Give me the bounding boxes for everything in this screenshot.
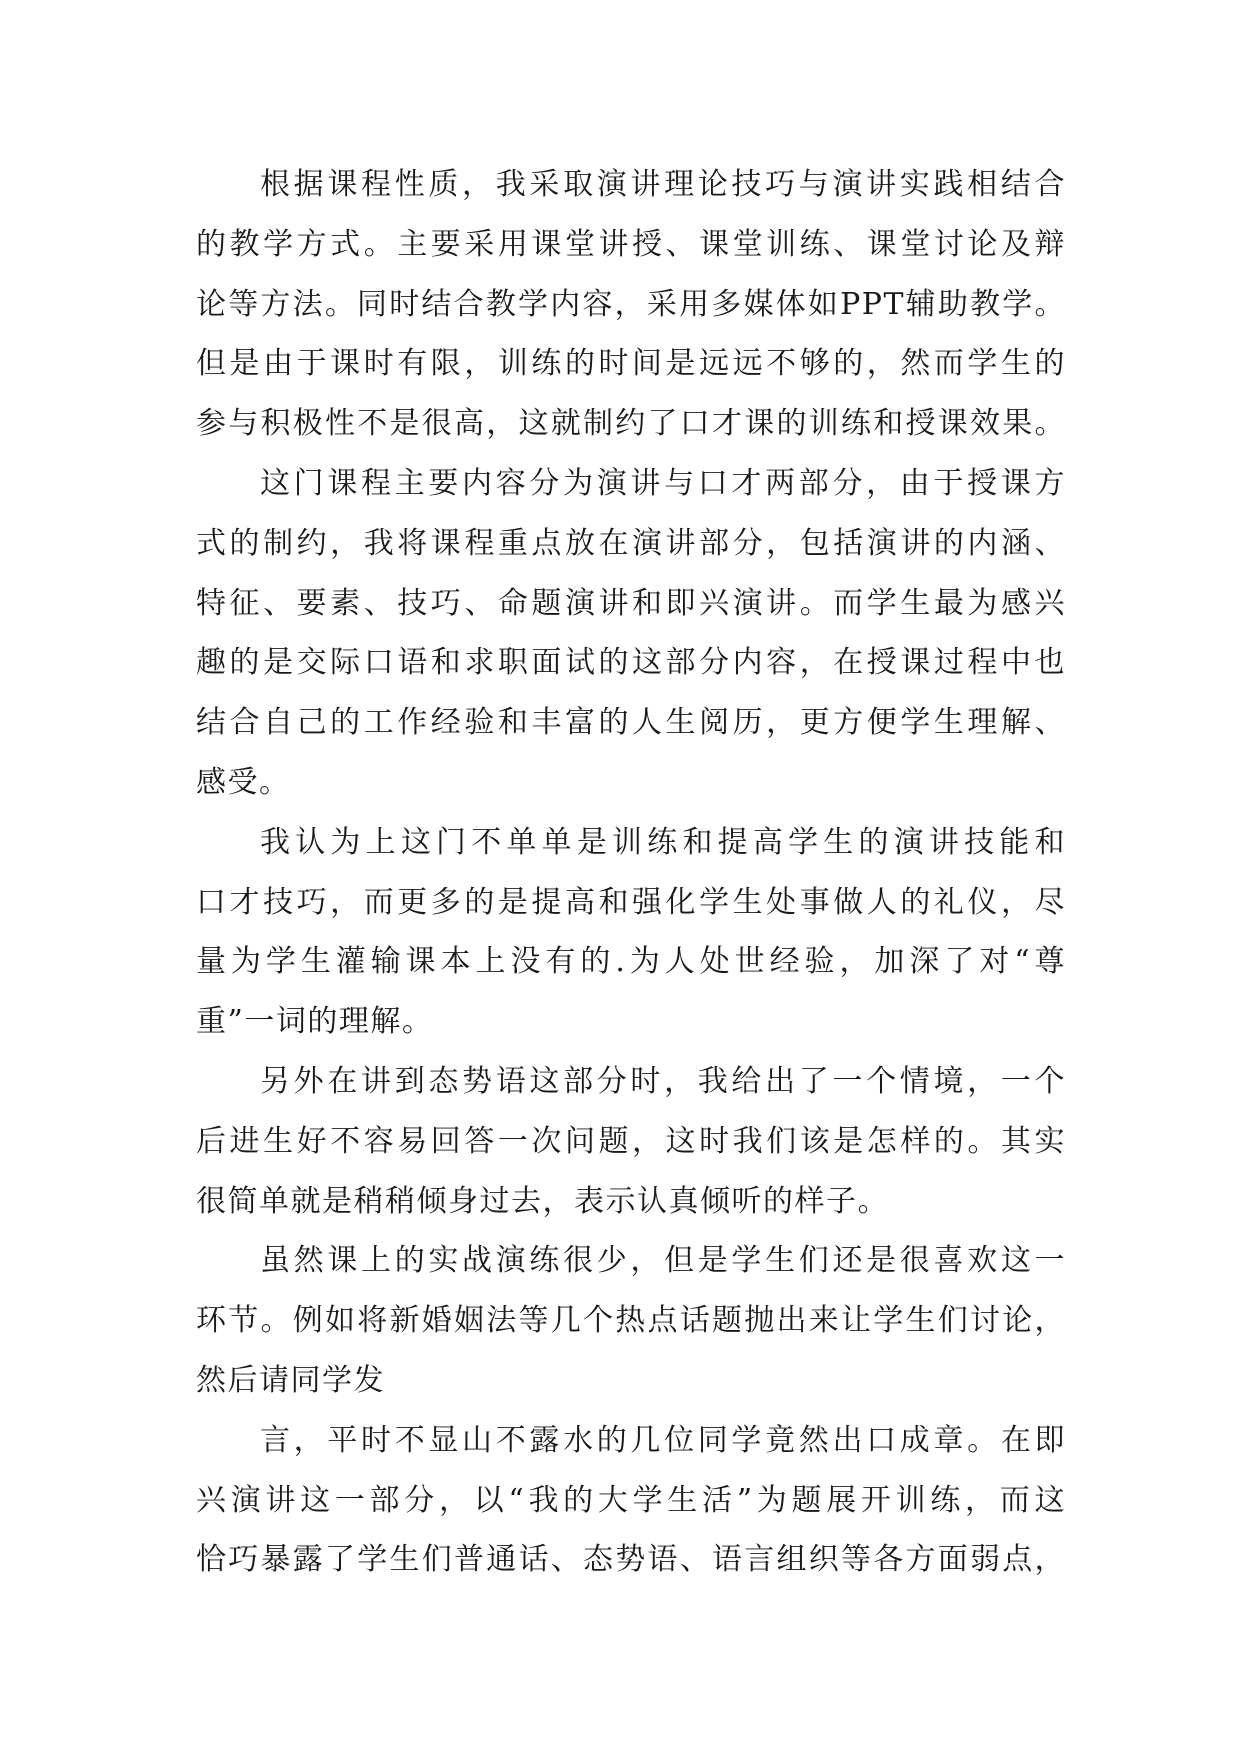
text-line: 量为学生灌输课本上没有的.为人处世经验，加深了对“尊 (196, 944, 1066, 980)
paragraph-6 (196, 1411, 1066, 1590)
text-line: 参与积极性不是很高，这就制约了口才课的训练和授课效果。 (196, 406, 1066, 442)
text-line: 另外在讲到态势语这部分时，我给出了一个情境，一个 (260, 1063, 1066, 1099)
text-line: 趣的是交际口语和求职面试的这部分内容，在授课过程中也 (196, 645, 1066, 681)
paragraph-3 (196, 813, 1066, 1052)
body-text (196, 155, 1066, 1590)
text-line: 恰巧暴露了学生们普通话、态势语、语言组织等各方面弱点， (196, 1542, 1066, 1578)
text-line: 重”一词的理解。 (196, 1004, 434, 1040)
text-line: 言，平时不显山不露水的几位同学竟然出口成章。在即 (260, 1422, 1066, 1458)
text-line: 环节。例如将新婚姻法等几个热点话题抛出来让学生们讨论， (196, 1303, 1066, 1339)
paragraph-5 (196, 1231, 1066, 1410)
text-line: 式的制约，我将课程重点放在演讲部分，包括演讲的内涵、 (196, 525, 1066, 561)
text-line: 我认为上这门不单单是训练和提高学生的演讲技能和 (260, 824, 1066, 860)
paragraph-2 (196, 454, 1066, 813)
text-line: 兴演讲这一部分，以“我的大学生活”为题展开训练，而这 (196, 1482, 1066, 1518)
text-line: 然后请同学发 (196, 1362, 385, 1398)
text-line: 的教学方式。主要采用课堂讲授、课堂训练、课堂讨论及辩 (196, 226, 1066, 262)
text-line: 根据课程性质，我采取演讲理论技巧与演讲实践相结合 (260, 167, 1066, 202)
text-line: 很简单就是稍稍倾身过去，表示认真倾听的样子。 (196, 1183, 889, 1219)
text-line: 感受。 (196, 764, 291, 800)
text-line: 口才技巧，而更多的是提高和强化学生处事做人的礼仪，尽 (196, 884, 1066, 920)
text-line: 后进生好不容易回答一次问题，这时我们该是怎样的。其实 (196, 1123, 1066, 1159)
text-line: 结合自己的工作经验和丰富的人生阅历，更方便学生理解、 (196, 705, 1066, 741)
paragraph-4 (196, 1052, 1066, 1231)
paragraph-1 (196, 155, 1066, 454)
text-line: 特征、要素、技巧、命题演讲和即兴演讲。而学生最为感兴 (196, 585, 1066, 621)
text-line: 论等方法。同时结合教学内容，采用多媒体如PPT辅助教学。 (196, 286, 1066, 322)
text-line: 但是由于课时有限，训练的时间是远远不够的，然而学生的 (196, 346, 1066, 382)
text-line: 虽然课上的实战演练很少，但是学生们还是很喜欢这一 (260, 1243, 1066, 1279)
text-line: 这门课程主要内容分为演讲与口才两部分，由于授课方 (260, 465, 1066, 501)
